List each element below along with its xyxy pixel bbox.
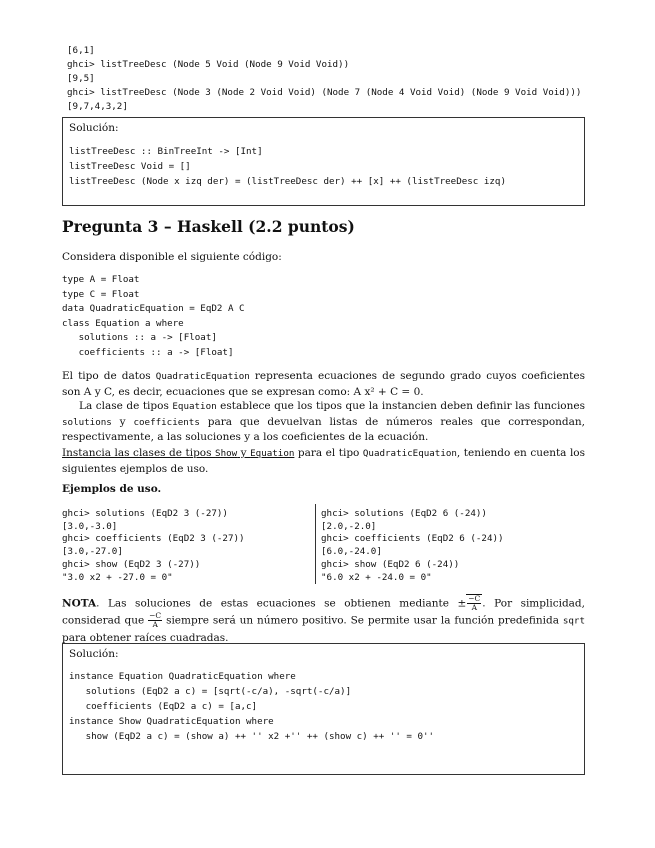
example-line: ghci> show (EqD2 3 (-27)) (62, 558, 201, 570)
example-line: ghci> coefficients (EqD2 6 (-24)) (321, 533, 504, 545)
output-line: [9,5] (67, 73, 95, 84)
example-line: "6.0 x2 + -24.0 = 0" (321, 571, 432, 583)
solution-box-2 (62, 643, 585, 775)
intro-text: Considera disponible el siguiente código: (62, 251, 282, 263)
examples-left (62, 508, 245, 584)
examples-heading: Ejemplos de uso. (62, 483, 162, 495)
code-line: coefficients :: a -> [Float] (62, 346, 234, 358)
output-line: [9,7,4,3,2] (67, 101, 128, 112)
output-line: ghci> listTreeDesc (Node 5 Void (Node 9 Void Void)) (67, 59, 350, 70)
example-line: [6.0,-24.0] (321, 546, 382, 558)
code-line: class Equation a where (62, 317, 184, 329)
paragraph-datatype: El tipo de datos QuadraticEquation representa ecuaciones de segundo grado cuyos coeficientes son A y C, es decir, ecuaciones que se expresan como: A x² + C = 0. (62, 370, 585, 398)
code-line: listTreeDesc (Node x izq der) = (listTreeDesc der) ++ [x] ++ (listTreeDesc izq) (69, 176, 506, 187)
fraction: $\frac{-C}{A}$ (149, 611, 162, 629)
output-line: [6,1] (67, 45, 95, 56)
code-line: type C = Float (62, 288, 140, 300)
example-line: [3.0,-3.0] (62, 520, 118, 532)
solution-title: Solución: (69, 122, 119, 134)
code-line: instance Show QuadraticEquation where (69, 716, 274, 727)
code-line: solutions (EqD2 a c) = [sqrt(-c/a), -sqrt(-c/a)] (69, 686, 352, 697)
solution-title: Solución: (69, 648, 119, 660)
example-line: ghci> solutions (EqD2 3 (-27)) (62, 508, 228, 519)
code-line: show (EqD2 a c) = (show a) ++ '' x2 +'' ++ (show c) ++ '' = 0'' (69, 731, 435, 742)
solution-code (69, 144, 506, 189)
example-line: ghci> show (EqD2 6 (-24)) (321, 558, 460, 570)
code-line: solutions :: a -> [Float] (62, 332, 217, 344)
note-label: NOTA (62, 597, 97, 610)
code-line: coefficients (EqD2 a c) = [a,c] (69, 701, 258, 712)
code-line: data QuadraticEquation = EqD2 A C (62, 303, 245, 315)
example-line: ghci> solutions (EqD2 6 (-24)) (321, 508, 487, 519)
code-line: listTreeDesc :: BinTreeInt -> [Int] (69, 146, 263, 157)
sqrt-symbol: $\frac{-C}{A}$ (468, 594, 481, 612)
question-heading: Pregunta 3 – Haskell (2.2 puntos) (62, 217, 355, 236)
question-code (62, 273, 245, 361)
column-divider (315, 504, 316, 584)
output-line: ghci> listTreeDesc (Node 3 (Node 2 Void Void) (Node 7 (Node 4 Void Void) (Node 9 Void Void))) (67, 87, 582, 98)
solution-code (69, 669, 434, 744)
paragraph-class: La clase de tipos Equation establece que los tipos que la instancien deben definir las funciones solutions y coefficients para que devuelvan listas de números reales que correspondan, respectivamente, a las soluciones y a los coeficientes de la ecuación. (62, 400, 585, 444)
code-line: listTreeDesc Void = [] (69, 161, 191, 172)
example-line: [3.0,-27.0] (62, 546, 123, 558)
example-line: [2.0,-2.0] (321, 520, 377, 532)
code-line: instance Equation QuadraticEquation where (69, 671, 296, 682)
example-line: "3.0 x2 + -27.0 = 0" (62, 571, 173, 583)
code-line: type A = Float (62, 274, 140, 285)
solution-box-1 (62, 117, 585, 206)
paragraph-instruction: Instancia las clases de tipos Show y Equation para el tipo QuadraticEquation, teniendo en cuenta los siguientes ejemplos de uso. (62, 447, 586, 475)
examples-right (321, 508, 504, 584)
note-paragraph: NOTA. Las soluciones de estas ecuaciones se obtienen mediante ± $\frac{-C}{A}$ . Por simplicidad, considerad que $\frac{-C}{A}$ siempre será un número positivo. Se permite usar la función predefinida sqrt para obtener raíces cuadradas. (62, 594, 585, 644)
example-line: ghci> coefficients (EqD2 3 (-27)) (62, 533, 245, 545)
